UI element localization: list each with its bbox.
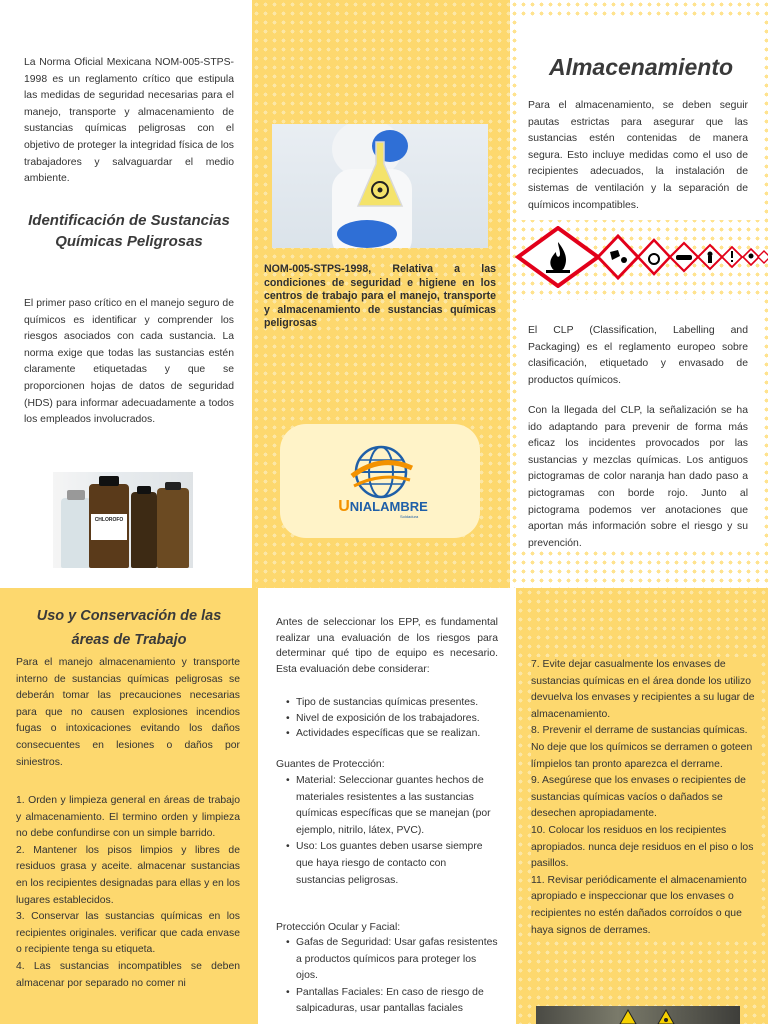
unialambre-logo (280, 424, 480, 538)
clp-signage-paragraph: Con la llegada del CLP, la señalización se ha ido adaptando para prevenir de forma más eficaz los incidentes provocados por las sustancias y mezclas químicas. Los antiguos pictogramas de color naranja han dado paso a pictogramas con borde rojo. Junto al pictograma podemos ver anotaciones que aportan más información sobre el riesgo y su prevención. (528, 405, 748, 549)
logo-letter: U (338, 498, 350, 515)
work-areas-list (16, 793, 240, 992)
panel-ppe (258, 588, 516, 1024)
list-item: 1. Orden y limpieza general en áreas de trabajo y almacenamiento. El termino orden y limpieza no debe confundirse con un simple barrido. (16, 795, 240, 840)
cover-caption: NOM-005-STPS-1998, Relativa a las condiciones de seguridad e higiene en los centros de trabajo para el manejo, transporte y almacenamiento de sustancias químicas peligrosas (264, 263, 496, 330)
list-item: • Tipo de sustancias químicas presentes. (286, 695, 498, 711)
list-item: • Actividades específicas que se realizan. (286, 726, 498, 742)
list-item: • Material: Seleccionar guantes hechos de materiales resistentes a las sustancias químicas específicas que se manejan (por ejemplo, nitrilo, látex, PVC). (286, 773, 498, 839)
bottle-cap (99, 476, 119, 486)
rules-list (531, 657, 757, 939)
gas-cylinder-pictogram (670, 243, 698, 271)
list-item: 10. Colocar los residuos en los recipientes apropiados. nunca deje residuos en el piso o los pasillos. (531, 824, 754, 870)
bottle-cap (67, 490, 85, 500)
list-item: • Uso: Los guantes deben usarse siempre que haya riesgo de contacto con sustancias peligrosas. (286, 839, 498, 889)
corrosive-pictogram (598, 236, 638, 278)
section-title-storage: Almacenamiento (548, 54, 734, 80)
list-item: 3. Conservar las sustancias químicas en los recipientes originales. verificar que cada envase o recipiente tenga su etiqueta. (16, 911, 240, 956)
intro-paragraph: La Norma Oficial Mexicana NOM-005-STPS-1998 es un reglamento crítico que estipula las medidas de seguridad necesarias para el manejo, transporte y almacenamiento de sustancias químicas peligrosas con el objetivo de proteger la integridad física de los trabajadores y salvaguardar el medio ambiente. (24, 57, 234, 185)
list-item: 9. Asegúrese que los envases o recipientes de sustancias químicas vacíos o dañados se desechen apropiadamente. (531, 775, 746, 820)
skull-pictogram (743, 249, 759, 265)
list-item: 2. Mantener los pisos limpios y libres de residuos grasa y aceite. almacenar sustancias en los recipientes designadas para ellas y en los lugares establecidos. (16, 844, 240, 906)
evaluation-list (276, 695, 498, 742)
environment-pictogram (758, 251, 768, 263)
bottle-amber (131, 492, 157, 568)
list-item: • Pantallas Faciales: En caso de riesgo de salpicaduras, usar pantallas faciales (286, 985, 498, 1018)
section-heading-identification: Identificación de Sustancias Químicas Peligrosas (28, 212, 230, 250)
ghs-pictograms (514, 226, 768, 288)
storage-paragraph: Para el almacenamiento, se deben seguir pautas estrictas para asegurar que las sustancias estén contenidas de manera segura. Esto incluye medidas como el uso de recipientes adecuados, la instalación de sistemas de ventilación y la separación de químicos incompatibles. (528, 100, 748, 211)
oxidizer-pictogram (638, 240, 670, 274)
logo-text: NIALAMBRE (349, 499, 428, 514)
eye-protection-list (276, 935, 498, 1018)
flask-illustration (272, 124, 488, 248)
bottle-clear (61, 498, 91, 568)
panel-work-areas (0, 588, 258, 1024)
panel-rules-continued (516, 588, 768, 1024)
list-item: 8. Prevenir el derrame de sustancias químicas. No deje que los químicos se derramen o goteen límpielos tan pronto aparezca el derrame. (531, 725, 753, 770)
company-logo-card (280, 424, 480, 538)
clp-paragraph: El CLP (Classification, Labelling and Packaging) es el reglamento europeo sobre clasificación, etiquetado y envasado de productos químicos. (528, 325, 748, 386)
panel-storage (510, 0, 768, 588)
list-item: 7. Evite dejar casualmente los envases de sustancias químicas en el área donde los utilizo devuelva los envases y recipientes a su lugar de almacenamiento. (531, 659, 755, 720)
list-item: • Nivel de exposición de los trabajadores. (286, 711, 498, 727)
biohazard-flask-photo (272, 124, 488, 248)
bottle-label: CHLOROFO (91, 514, 127, 540)
gloves-list (276, 773, 498, 889)
logo-subtext: Soldadura (400, 514, 419, 519)
identification-paragraph: El primer paso crítico en el manejo seguro de químicos es identificar y comprender los riesgos asociados con cada sustancia. La norma exige que todas las sustancias estén claramente etiquetadas y que se proporcionen hojas de datos de seguridad (HDS) para informar adecuadamente a todos los empleados involucrados. (24, 298, 234, 426)
bottle-cap (165, 482, 181, 490)
list-item: 11. Revisar periódicamente el almacenamiento apropiado e inspeccionar que los envases o recipientes no estén dañados corroídos o que haya signos de derrames. (531, 874, 747, 936)
hazard-barrels-photo (536, 1006, 740, 1024)
bottle-cap (137, 486, 151, 494)
hazard-signs (536, 1006, 740, 1024)
list-item: • Gafas de Seguridad: Usar gafas resistentes a productos químicos para proteger los ojos. (286, 935, 498, 985)
bottle-amber (157, 488, 189, 568)
logo-wordmark (328, 498, 438, 516)
gloves-title: Guantes de Protección: (276, 759, 385, 770)
section-heading-work-areas: Uso y Conservación de las áreas de Trabajo (36, 608, 222, 648)
panel-identification (0, 0, 252, 588)
flame-pictogram (518, 228, 598, 286)
panel-cover (252, 0, 510, 588)
list-item: 4. Las sustancias incompatibles se deben almacenar por separado no comer ni (16, 960, 240, 989)
exclamation-pictogram (722, 247, 742, 267)
chemical-bottles-photo (53, 472, 193, 568)
ppe-intro-paragraph: Antes de seleccionar los EPP, es fundamental realizar una evaluación de los riesgos para determinar qué tipo de equipo es necesario. Esta evaluación debe considerar: (276, 617, 498, 675)
eye-protection-title: Protección Ocular y Facial: (276, 922, 401, 933)
health-hazard-pictogram (698, 245, 722, 269)
work-areas-paragraph: Para el manejo almacenamiento y transporte interno de sustancias químicas peligrosas se deberán tomar las precauciones necesarias para que no causen explosiones incendios fugas o intoxicaciones evitando los daños consecuentes en lesiones o daños por siniestros. (16, 657, 240, 768)
